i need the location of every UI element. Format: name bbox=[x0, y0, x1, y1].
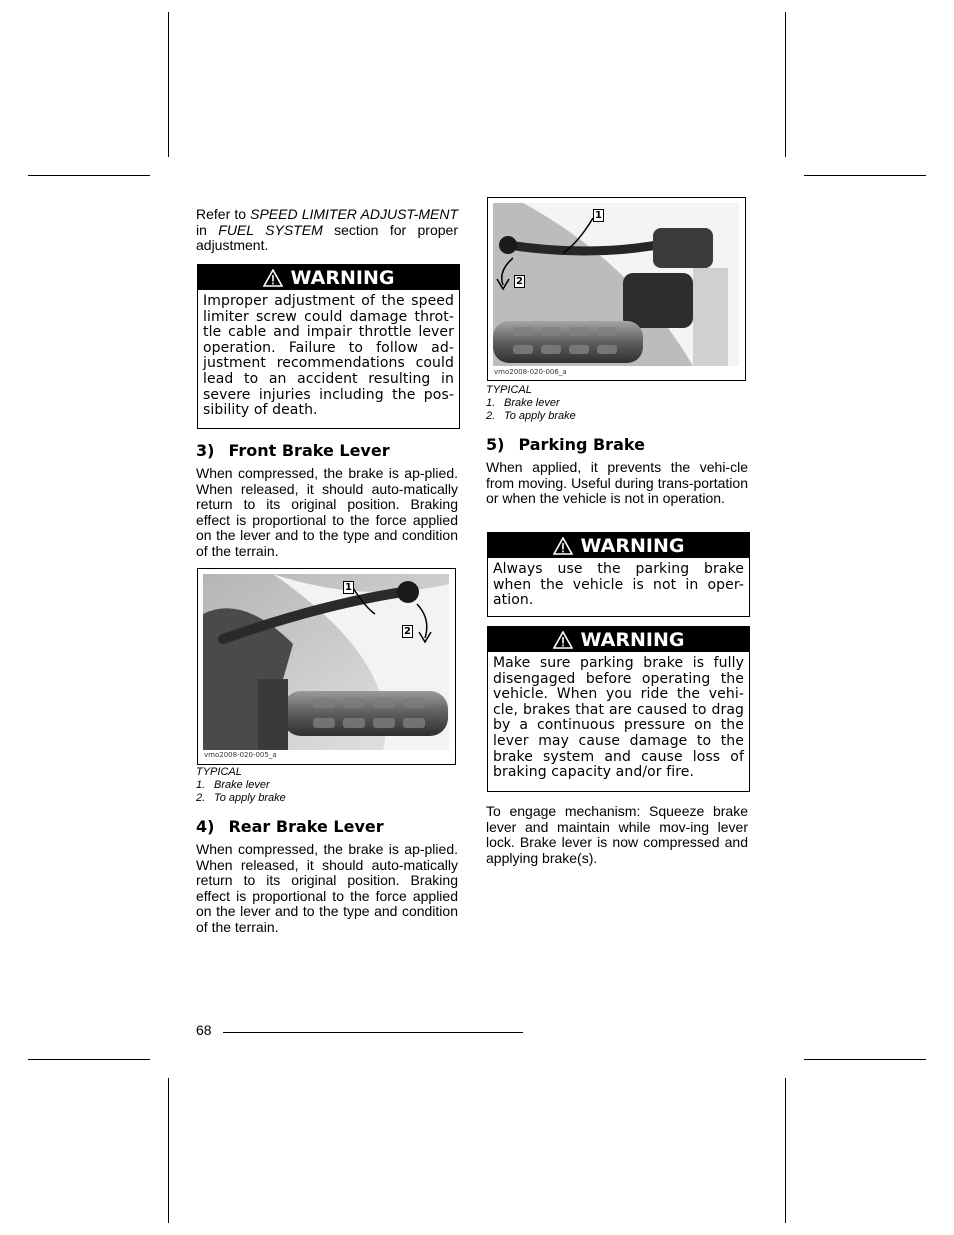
crop-mark bbox=[804, 175, 926, 176]
front-brake-illustration bbox=[203, 574, 449, 750]
section-heading-rear-brake bbox=[196, 817, 384, 836]
section-title: Rear Brake Lever bbox=[228, 817, 384, 836]
section-title: Parking Brake bbox=[518, 435, 645, 454]
warning-title: WARNING bbox=[580, 534, 685, 557]
warning-title: WARNING bbox=[580, 628, 685, 651]
rear-brake-paragraph: When compressed, the brake is ap-plied. When released, it should auto-matically return to its original position. Braking effect is proportional to the force applied on the lever and to the type and condition of the terrain. bbox=[196, 841, 458, 935]
warning-triangle-icon bbox=[553, 631, 573, 649]
footer-rule bbox=[223, 1032, 523, 1033]
warning-text: Always use the parking brake when the vehicle is not in oper-ation. bbox=[493, 561, 744, 609]
figure-code: vmo2008-020-005_a bbox=[204, 751, 277, 759]
warning-box-parking-use bbox=[487, 532, 750, 617]
section-title: Front Brake Lever bbox=[228, 441, 390, 460]
page-number: 68 bbox=[196, 1022, 212, 1038]
warning-header bbox=[488, 627, 749, 652]
section-number: 5) bbox=[486, 435, 505, 454]
rear-brake-illustration bbox=[493, 203, 739, 366]
front-brake-paragraph: When compressed, the brake is ap-plied. When released, it should auto-matically return to its original position. Braking effect is proportional to the force applied on the lever and to the type and condition of the terrain. bbox=[196, 465, 458, 559]
warning-triangle-icon bbox=[263, 269, 283, 287]
figure-code: vmo2008-020-006_a bbox=[494, 368, 567, 376]
intro-paragraph: Refer to SPEED LIMITER ADJUST-MENT in FUEL SYSTEM section for proper adjustment. bbox=[196, 206, 458, 254]
warning-triangle-icon bbox=[553, 537, 573, 555]
caption-item: 1. Brake lever bbox=[196, 779, 270, 791]
caption-item: 2. To apply brake bbox=[196, 792, 286, 804]
crop-mark bbox=[28, 175, 150, 176]
callout-2: 2 bbox=[514, 275, 525, 288]
crop-mark bbox=[28, 1059, 150, 1060]
callout-1: 1 bbox=[593, 209, 604, 222]
figure-caption-front-brake bbox=[196, 766, 286, 805]
warning-header bbox=[488, 533, 749, 558]
caption-item: 1. Brake lever bbox=[486, 397, 560, 409]
engage-label: To engage mechanism: bbox=[486, 803, 641, 819]
warning-title: WARNING bbox=[290, 266, 395, 289]
front-brake-photo bbox=[197, 568, 456, 765]
intro-ref-speed-limiter: SPEED LIMITER ADJUST-MENT bbox=[250, 206, 458, 222]
crop-mark bbox=[168, 1078, 169, 1223]
warning-box-speed-limiter bbox=[197, 264, 460, 429]
caption-item: 2. To apply brake bbox=[486, 410, 576, 422]
section-number: 4) bbox=[196, 817, 215, 836]
figure-caption-rear-brake bbox=[486, 384, 576, 423]
crop-mark bbox=[804, 1059, 926, 1060]
warning-text: Make sure parking brake is fully disengaged before operating the vehicle. When you ride the vehi-cle, brakes that are caused to drag by a continuous pressure on the lever may cause damage to the brake system and cause loss of braking capacity and/or fire. bbox=[493, 655, 744, 781]
callout-1: 1 bbox=[343, 581, 354, 594]
parking-brake-paragraph: When applied, it prevents the vehi-cle from moving. Useful during trans-portation or when the vehicle is not in operation. bbox=[486, 459, 748, 507]
crop-mark bbox=[785, 12, 786, 157]
warning-text: Improper adjustment of the speed limiter screw could damage throt-tle cable and impair throttle lever operation. Failure to follow ad-justment recommendations could lead to an accident resulting in severe injuries including the pos-sibility of death. bbox=[203, 293, 454, 419]
caption-title: TYPICAL bbox=[486, 384, 532, 396]
intro-ref-fuel-system: FUEL SYSTEM bbox=[218, 221, 323, 238]
warning-header bbox=[198, 265, 459, 290]
crop-mark bbox=[785, 1078, 786, 1223]
section-heading-parking-brake bbox=[486, 435, 645, 454]
engage-mechanism-paragraph: To engage mechanism: Squeeze brake lever and maintain while mov-ing lever lock. Brake lever is now compressed and applying brake(s). bbox=[486, 803, 748, 866]
callout-2: 2 bbox=[402, 625, 413, 638]
caption-title: TYPICAL bbox=[196, 766, 242, 778]
crop-mark bbox=[168, 12, 169, 157]
section-number: 3) bbox=[196, 441, 215, 460]
rear-brake-photo bbox=[487, 197, 746, 381]
warning-box-parking-disengage bbox=[487, 626, 750, 792]
section-heading-front-brake bbox=[196, 441, 390, 460]
